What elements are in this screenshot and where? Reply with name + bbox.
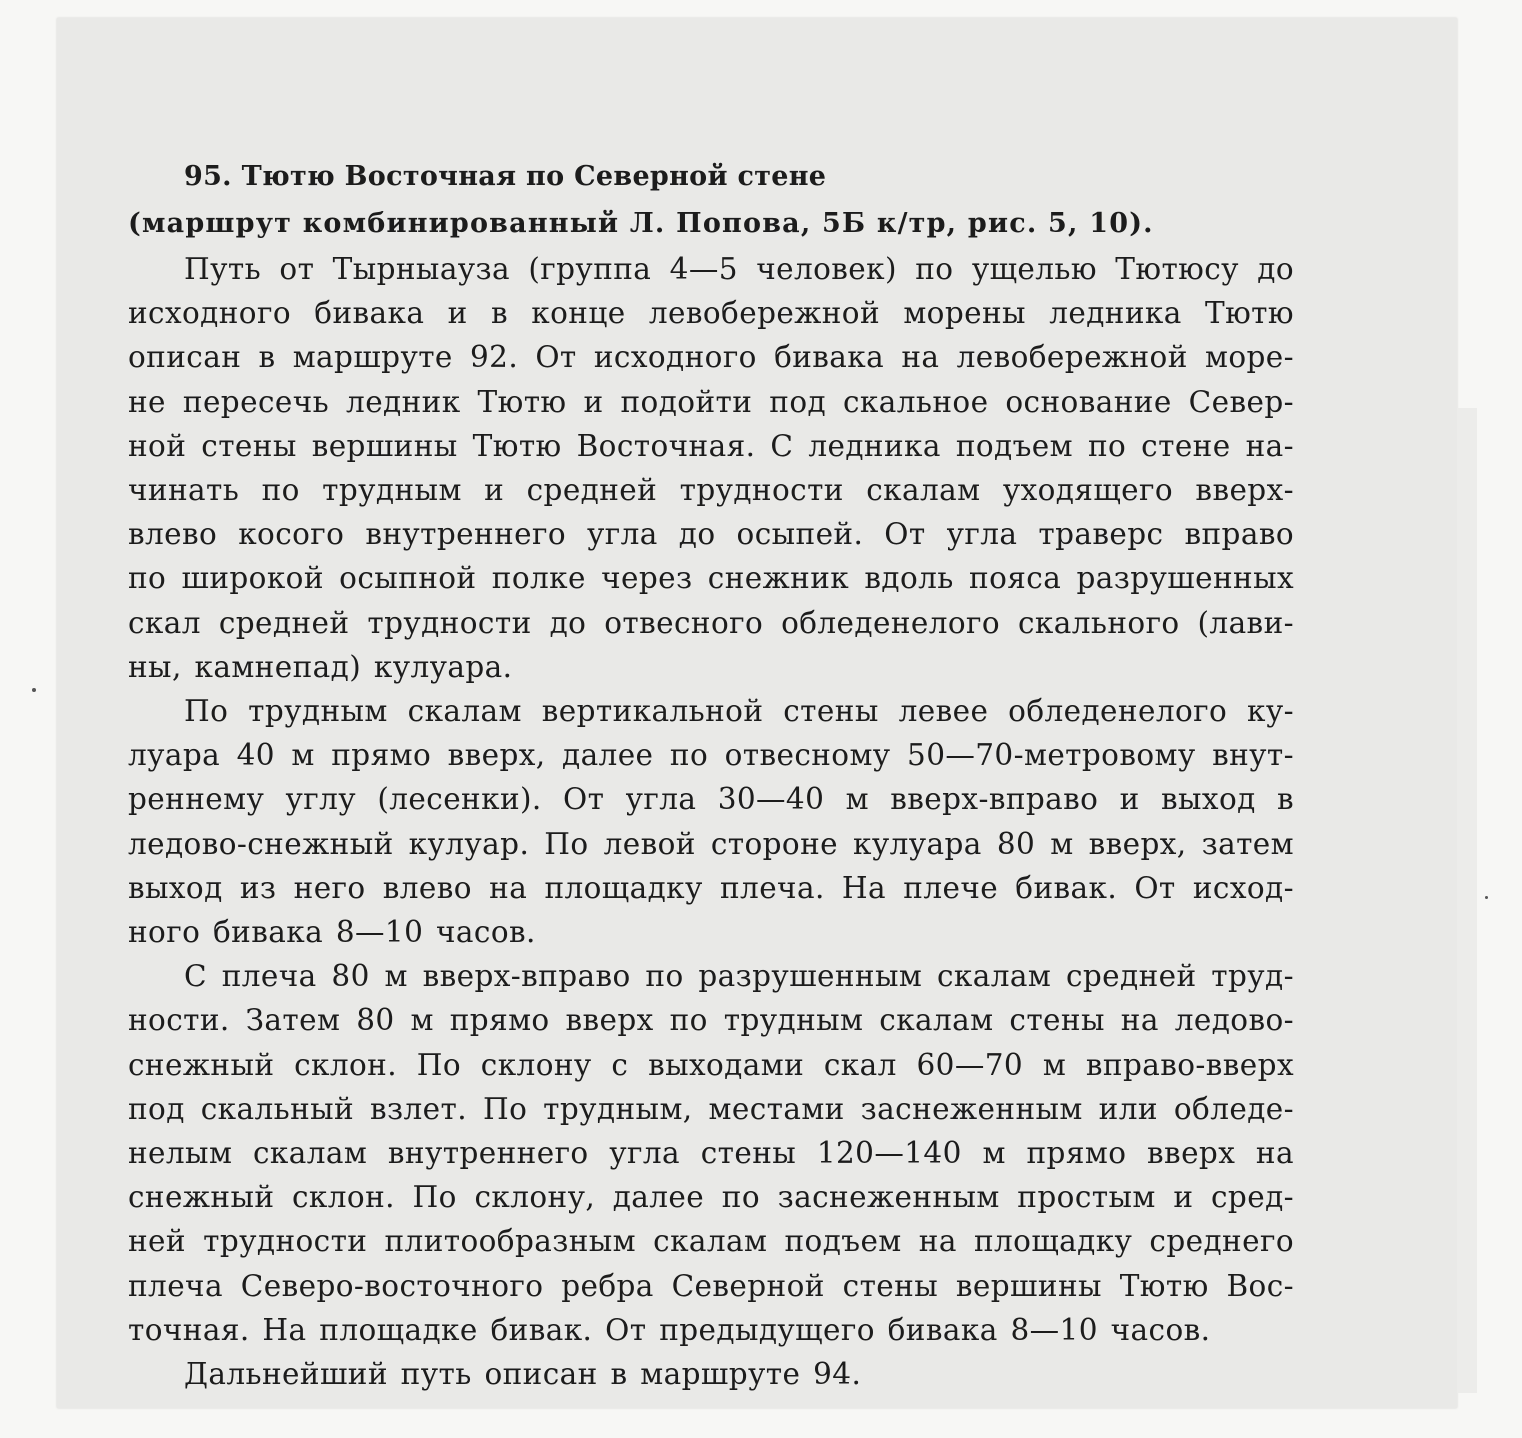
dust-speck bbox=[1485, 896, 1488, 899]
text-line: снежный склон. По склону, далее по заснеженным простым и сред- bbox=[128, 1180, 1294, 1215]
text-line: описан в маршруте 92. От исходного бивака на левобережной море- bbox=[128, 340, 1294, 375]
text-line: ней трудности плитообразным скалам подъем на площадку среднего bbox=[128, 1224, 1294, 1259]
text-line: луара 40 м прямо вверх, далее по отвесному 50—70-метровому внут- bbox=[128, 738, 1294, 773]
text-line: По трудным скалам вертикальной стены левее обледенелого ку- bbox=[184, 694, 1294, 729]
text-line: ного бивака 8—10 часов. bbox=[128, 915, 536, 950]
text-line: не пересечь ледник Тютю и подойти под скальное основание Север- bbox=[128, 384, 1294, 419]
text-line: точная. На площадке бивак. От предыдущего бивака 8—10 часов. bbox=[128, 1312, 1211, 1347]
paragraph-1 bbox=[128, 247, 1294, 689]
text-line: снежный склон. По склону с выходами скал 60—70 м вправо-вверх bbox=[128, 1047, 1294, 1082]
dust-speck bbox=[32, 688, 36, 692]
text-line: реннему углу (лесенки). От угла 30—40 м вверх-вправо и выход в bbox=[128, 782, 1294, 817]
text-line: исходного бивака и в конце левобережной морены ледника Тютю bbox=[128, 296, 1294, 331]
text-line: чинать по трудным и средней трудности скалам уходящего вверх- bbox=[128, 473, 1294, 508]
text-line: скал средней трудности до отвесного обледенелого скального (лави- bbox=[128, 605, 1294, 640]
text-line: ности. Затем 80 м прямо вверх по трудным скалам стены на ледово- bbox=[128, 1003, 1294, 1038]
text-line: под скальный взлет. По трудным, местами заснеженным или обледе- bbox=[128, 1091, 1294, 1126]
text-line: ной стены вершины Тютю Восточная. С ледника подъем по стене на- bbox=[128, 428, 1294, 463]
text-line: выход из него влево на площадку плеча. На плече бивак. От исход- bbox=[128, 870, 1294, 905]
text-line: ны, камнепад) кулуара. bbox=[128, 649, 513, 684]
paper-sheet-edge bbox=[1457, 408, 1477, 1393]
text-line: влево косого внутреннего угла до осыпей. От угла траверс вправо bbox=[128, 517, 1294, 552]
route-subtitle: (маршрут комбинированный Л. Попова, 5Б к/тр, рис. 5, 10). bbox=[128, 208, 1154, 239]
text-line: С плеча 80 м вверх-вправо по разрушенным скалам средней труд- bbox=[184, 959, 1294, 994]
text-line: нелым скалам внутреннего угла стены 120—140 м прямо вверх на bbox=[128, 1136, 1294, 1171]
text-line: Путь от Тырныауза (группа 4—5 человек) по ущелью Тютюсу до bbox=[184, 252, 1294, 286]
route-title: 95. Тютю Восточная по Северной стене bbox=[184, 161, 827, 192]
paragraph-4 bbox=[128, 1352, 1294, 1396]
text-line: ледово-снежный кулуар. По левой стороне кулуара 80 м вверх, затем bbox=[128, 826, 1294, 861]
text-line: плеча Северо-восточного ребра Северной стены вершины Тютю Вос- bbox=[128, 1268, 1294, 1303]
text-line: по широкой осыпной полке через снежник вдоль пояса разрушенных bbox=[128, 561, 1294, 596]
route-description bbox=[128, 153, 1294, 1396]
paragraph-3 bbox=[128, 954, 1294, 1352]
text-line: Дальнейший путь описан в маршруте 94. bbox=[184, 1357, 862, 1392]
paragraph-2 bbox=[128, 689, 1294, 954]
